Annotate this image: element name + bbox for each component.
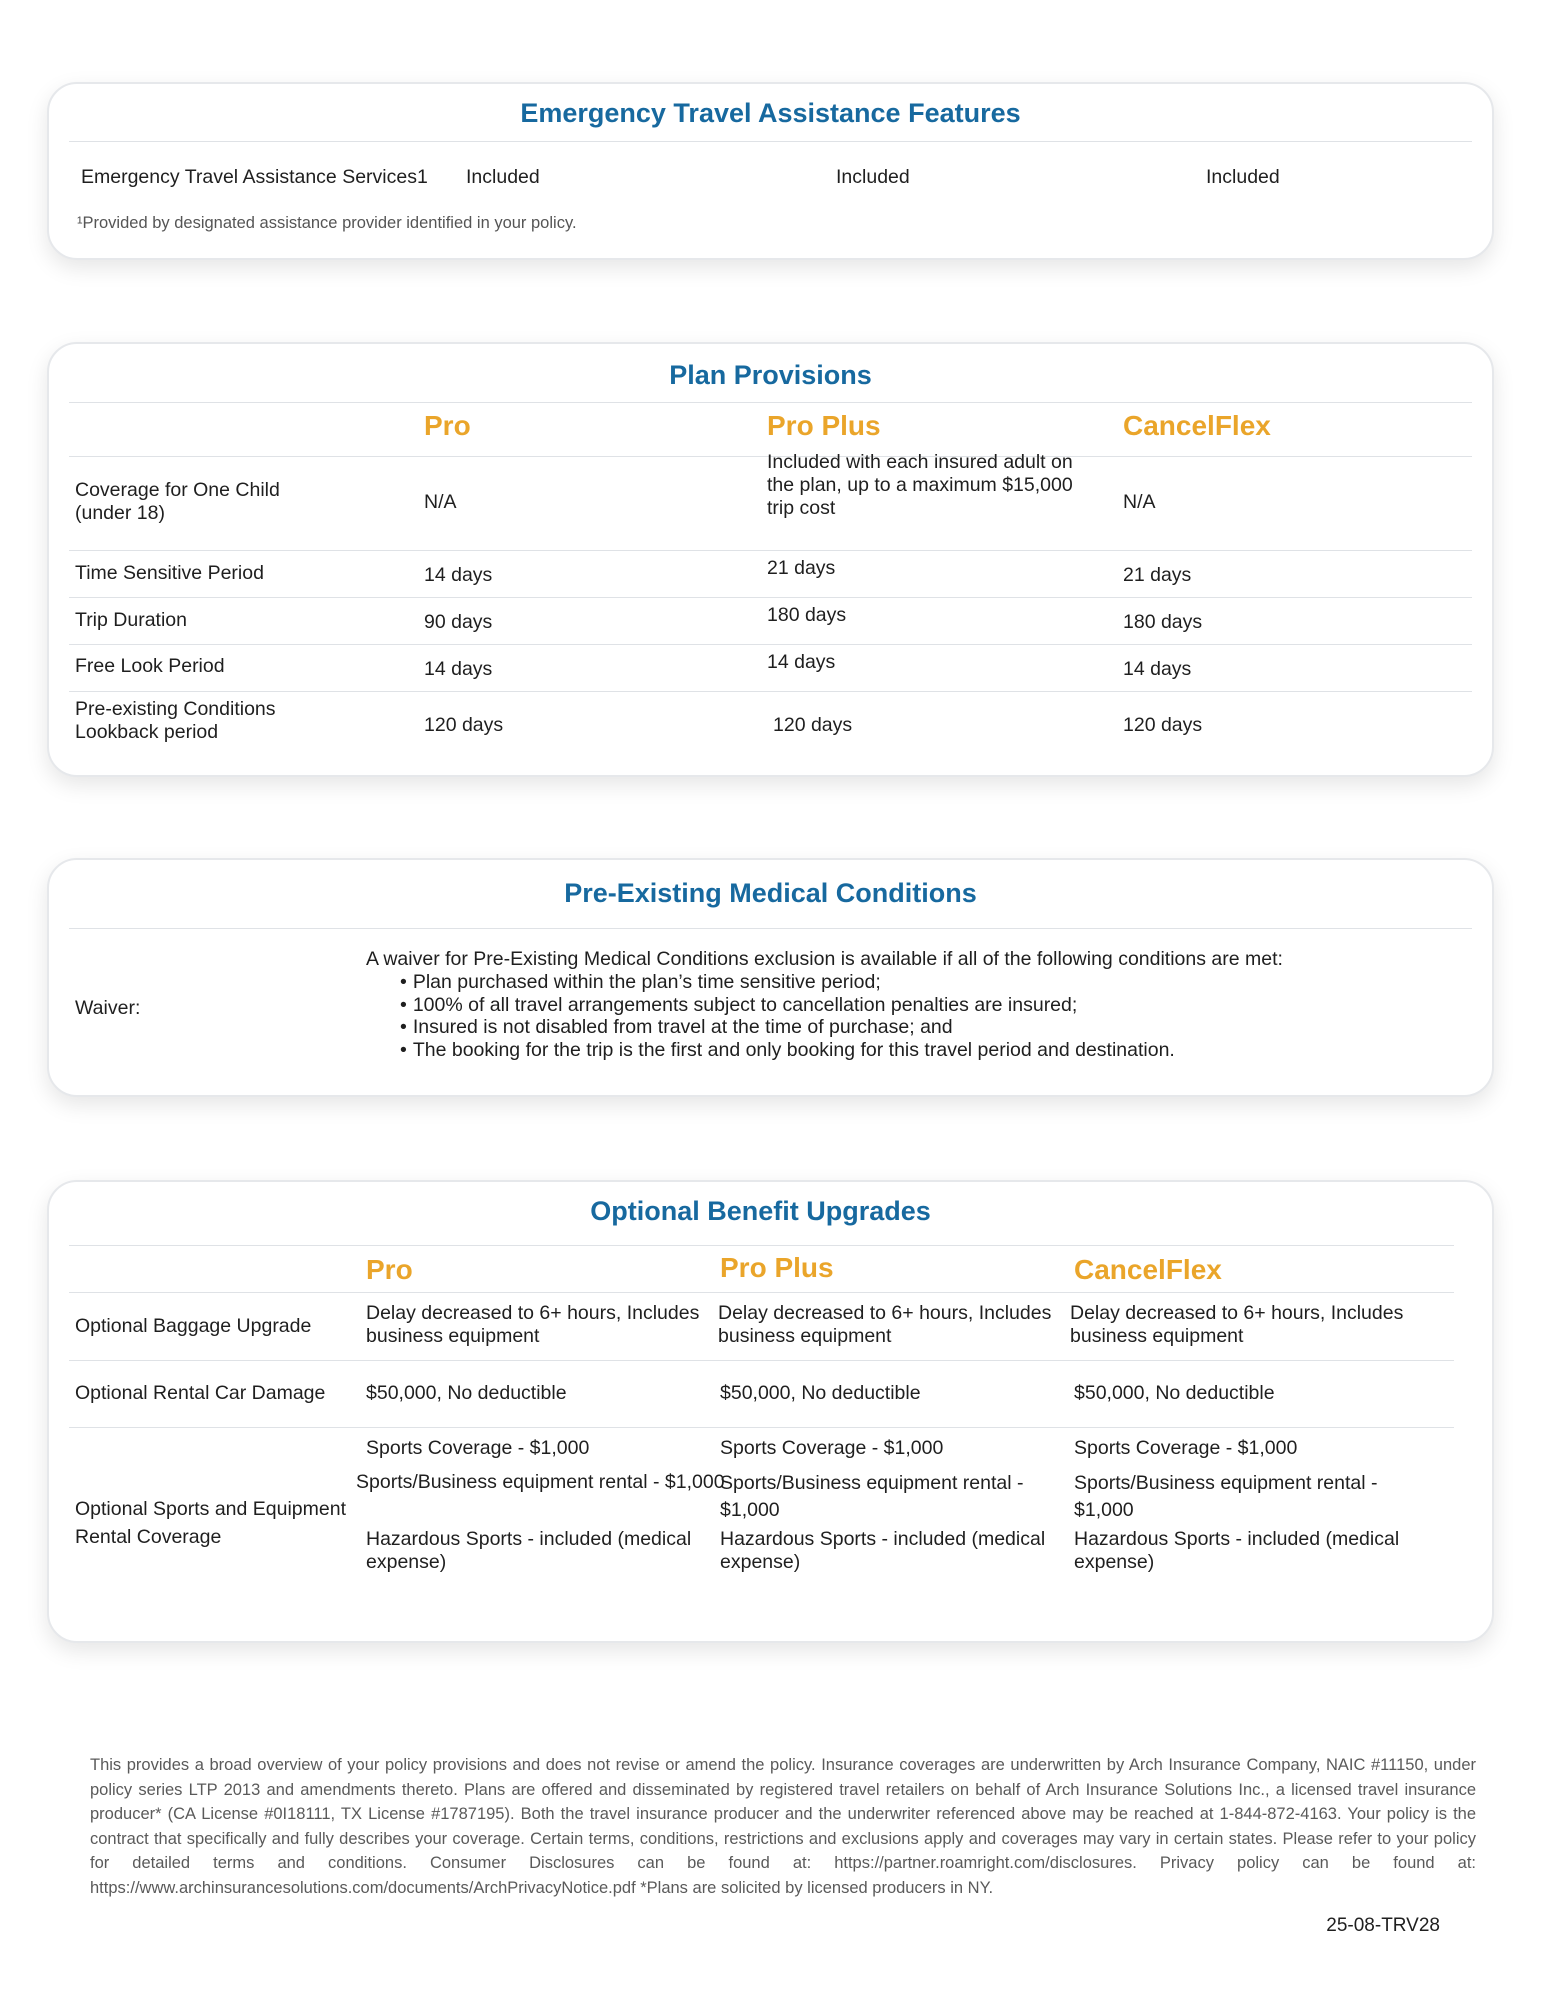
cell: N/A [1123, 491, 1156, 513]
row-label: Trip Duration [75, 609, 187, 631]
divider [69, 550, 1472, 551]
card-title: Pre-Existing Medical Conditions [564, 878, 977, 908]
row-label: Time Sensitive Period [75, 562, 264, 584]
cell: 14 days [767, 651, 836, 673]
list-item: • Plan purchased within the plan’s time sensitive period; [400, 971, 1175, 994]
waiver-conditions-list [366, 971, 1175, 1061]
card-title: Emergency Travel Assistance Features [520, 98, 1021, 128]
footnote: ¹Provided by designated assistance provider identified in your policy. [77, 214, 577, 232]
cell: 21 days [1123, 564, 1192, 586]
divider [69, 1427, 1454, 1428]
cell: Sports/Business equipment rental - $1,000 [1074, 1472, 1378, 1521]
column-header-cancelflex: CancelFlex [1074, 1254, 1222, 1285]
column-header-cancelflex: CancelFlex [1123, 410, 1271, 441]
cell: $50,000, No deductible [366, 1382, 567, 1404]
cell: Sports/Business equipment rental - $1,000 [720, 1472, 1024, 1521]
pro-value: Included [466, 166, 540, 188]
cell: Hazardous Sports - included (medical expense) [720, 1528, 1046, 1573]
cell: 180 days [1123, 611, 1203, 633]
cell: Delay decreased to 6+ hours, Includes business equipment [366, 1302, 700, 1347]
column-header-pro: Pro [366, 1254, 413, 1285]
cell: Delay decreased to 6+ hours, Includes business equipment [718, 1302, 1052, 1347]
row-label: Pre-existing Conditions Lookback period [75, 698, 276, 743]
row-label: Optional Baggage Upgrade [75, 1315, 312, 1337]
divider [69, 644, 1472, 645]
cell: 90 days [424, 611, 493, 633]
divider [69, 1360, 1454, 1361]
column-header-pro: Pro [424, 410, 471, 441]
cell: $50,000, No deductible [1074, 1382, 1275, 1404]
cell: 120 days [1123, 714, 1203, 736]
cell: N/A [424, 491, 457, 513]
optional-upgrades-card [47, 1180, 1494, 1643]
list-item: • Insured is not disabled from travel at the time of purchase; and [400, 1016, 1175, 1039]
cell: 14 days [424, 658, 493, 680]
divider [69, 1292, 1454, 1293]
cell: 14 days [424, 564, 493, 586]
cell: 180 days [767, 604, 847, 626]
cell: Hazardous Sports - included (medical expense) [366, 1528, 692, 1573]
cell: Hazardous Sports - included (medical expense) [1074, 1528, 1400, 1573]
row-label: Optional Sports and Equipment Rental Coverage [75, 1498, 347, 1548]
cell: Sports/Business equipment rental - $1,000 [356, 1471, 725, 1493]
column-header-pro-plus: Pro Plus [767, 410, 881, 441]
row-label: Coverage for One Child (under 18) [75, 479, 280, 524]
list-item: • 100% of all travel arrangements subject to cancellation penalties are insured; [400, 994, 1175, 1017]
list-item: • The booking for the trip is the first and only booking for this travel period and destination. [400, 1039, 1175, 1062]
waiver-label: Waiver: [75, 997, 141, 1019]
cell: $50,000, No deductible [720, 1382, 921, 1404]
cell: Included with each insured adult on the plan, up to a maximum $15,000 trip cost [767, 451, 1073, 519]
legal-disclaimer: This provides a broad overview of your policy provisions and does not revise or amend the policy. Insurance coverages are underwritten by Arch Insurance Company, NAIC #11150, under policy series LTP 2013 and amendments thereto. Plans are offered and disseminated by registered travel retailers on behalf of Arch Insurance Solutions Inc., a licensed travel insurance producer* (CA License #0I18111, TX License #1787195). Both the travel insurance producer and the underwriter referenced above may be reached at 1-844-872-4163. Your policy is the contract that specifically and fully describes your coverage. Certain terms, conditions, restrictions and exclusions apply and coverages may vary in certain states. Please refer to your policy for detailed terms and conditions. Consumer Disclosures can be found at: https://partner.roamright.com/disclosures. Privacy policy can be found at: https://www.archinsurancesolutions.com/documents/ArchPrivacyNotice.pdf *Plans are solicited by licensed producers in NY. [90, 1756, 1476, 1897]
cell: Sports Coverage - $1,000 [1074, 1437, 1298, 1459]
card-title: Optional Benefit Upgrades [590, 1196, 931, 1226]
emergency-assistance-card [47, 82, 1494, 260]
divider [69, 141, 1472, 142]
cell: 14 days [1123, 658, 1192, 680]
divider [69, 402, 1472, 403]
card-title: Plan Provisions [669, 360, 872, 390]
divider [69, 928, 1472, 929]
divider [69, 691, 1472, 692]
pro-plus-value: Included [836, 166, 910, 188]
cell: 21 days [767, 557, 836, 579]
cell: Sports Coverage - $1,000 [366, 1437, 590, 1459]
waiver-intro: A waiver for Pre-Existing Medical Conditions exclusion is available if all of the following conditions are met: [366, 948, 1283, 970]
form-code: 25-08-TRV28 [1326, 1915, 1440, 1936]
cell: 120 days [773, 714, 853, 736]
divider [69, 597, 1472, 598]
row-label: Free Look Period [75, 655, 225, 677]
plan-provisions-card [47, 342, 1494, 777]
row-label: Emergency Travel Assistance Services1 [81, 166, 428, 188]
pre-existing-conditions-card [47, 858, 1494, 1097]
row-label: Optional Rental Car Damage [75, 1382, 326, 1404]
cell: Sports Coverage - $1,000 [720, 1437, 944, 1459]
cell: 120 days [424, 714, 504, 736]
cell: Delay decreased to 6+ hours, Includes business equipment [1070, 1302, 1404, 1347]
cancelflex-value: Included [1206, 166, 1280, 188]
column-header-pro-plus: Pro Plus [720, 1252, 834, 1283]
divider [69, 1245, 1454, 1246]
